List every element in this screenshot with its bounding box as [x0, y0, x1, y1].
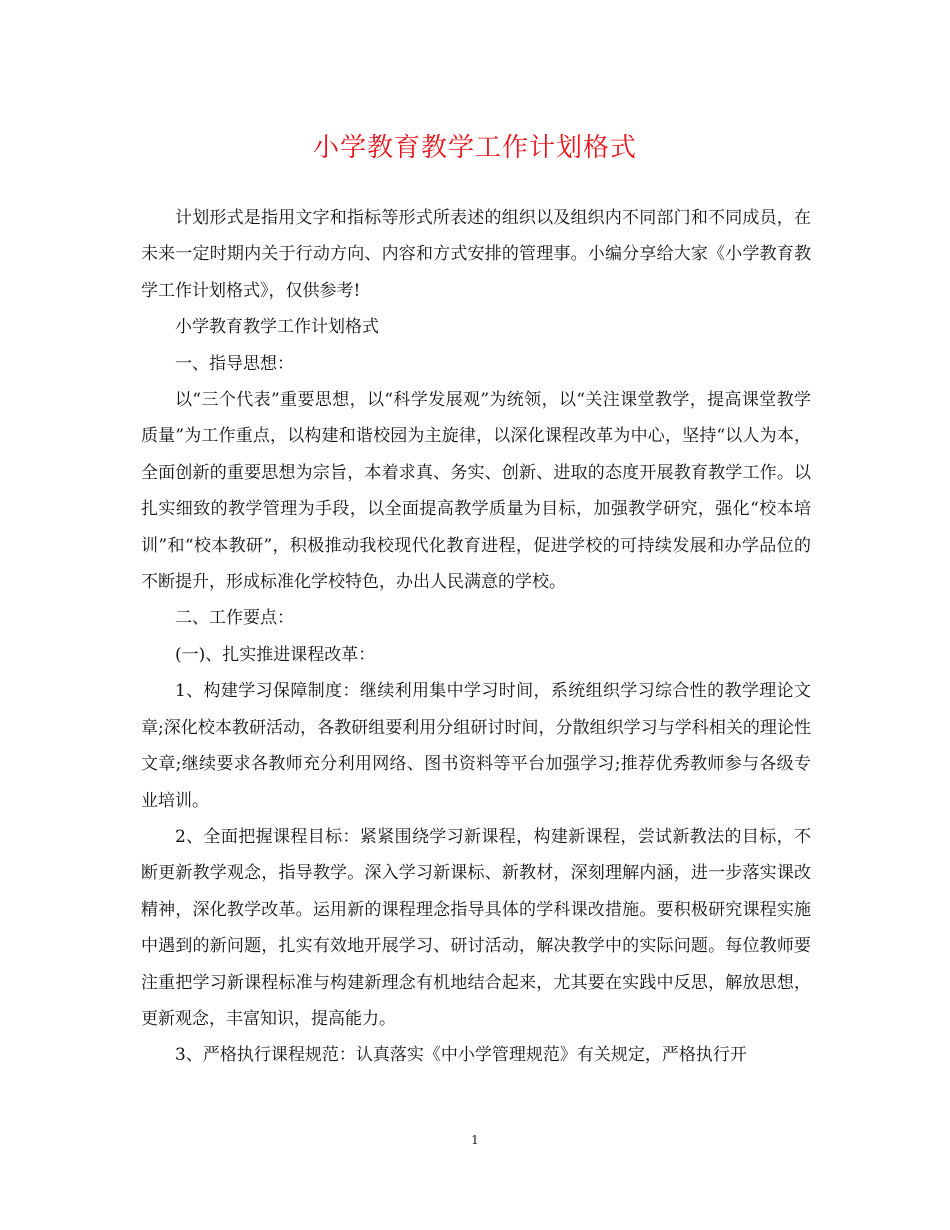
item-paragraph-3: 3、严格执行课程规范：认真落实《中小学管理规范》有关规定，严格执行开	[175, 1045, 747, 1066]
guiding-ideology-paragraph: 以“三个代表”重要思想，以“科学发展观”为统领，以“关注课堂教学，提高课堂教学质量”为工作重点，以构建和谐校园为主旋律，以深化课程改革为中心，坚持“以人为本，全面创新的重要思想为宗旨，本着求真、务实、创新、进取的态度开展教育教学工作。以扎实细致的教学管理为手段，以全面提高教学质量为目标，加强教学研究，强化“校本培训”和“校本教研”，积极推动我校现代化教育进程，促进学校的可持续发展和办学品位的不断提升，形成标准化学校特色，办出人民满意的学校。	[141, 390, 811, 593]
item-paragraph-1: 1、构建学习保障制度：继续利用集中学习时间，系统组织学习综合性的教学理论文章;深化校本教研活动，各教研组要利用分组研讨时间，分散组织学习与学科相关的理论性文章;继续要求各教师充分利用网络、图书资料等平台加强学习;推荐优秀教师参与各级专业培训。	[141, 681, 811, 811]
item-paragraph-2: 2、全面把握课程目标：紧紧围绕学习新课程，构建新课程，尝试新教法的目标，不断更新教学观念，指导教学。深入学习新课标、新教材，深刻理解内涵，进一步落实课改精神，深化教学改革。运用新的课程理念指导具体的学科课改措施。要积极研究课程实施中遇到的新问题，扎实有效地开展学习、研讨活动，解决教学中的实际问题。每位教师要注重把学习新课程标准与构建新理念有机地结合起来，尤其要在实践中反思，解放思想，更新观念，丰富知识，提高能力。	[141, 826, 811, 1029]
section-heading-guiding-ideology: 一、指导思想：	[175, 353, 294, 374]
document-title: 小学教育教学工作计划格式	[312, 133, 637, 163]
document-body	[141, 200, 811, 1074]
section-heading-work-points: 二、工作要点：	[175, 608, 294, 629]
subsection-heading-curriculum-reform: (一)、扎实推进课程改革：	[175, 644, 376, 665]
subtitle-paragraph: 小学教育教学工作计划格式	[175, 317, 379, 338]
page-number: 1	[471, 1133, 479, 1147]
intro-paragraph: 计划形式是指用文字和指标等形式所表述的组织以及组织内不同部门和不同成员，在未来一定时期内关于行动方向、内容和方式安排的管理事。小编分享给大家《小学教育教学工作计划格式》，仅供参考!	[141, 208, 811, 301]
